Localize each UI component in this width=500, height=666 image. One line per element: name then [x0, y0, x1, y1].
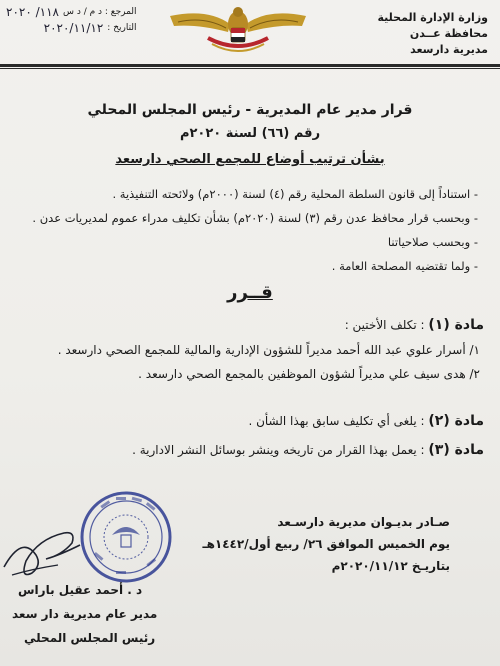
article-text: : يعمل بهذا القرار من تاريخه وينشر بوسائل النشر الادارية .: [132, 443, 425, 457]
article-1: [345, 317, 484, 333]
signatory-council: رئيس المجلس المحلي: [24, 631, 156, 645]
article-text: : يلغى أي تكليف سابق بهذا الشأن .: [248, 414, 425, 428]
reference-line: [6, 4, 137, 20]
issued-gregorian-date: بتاريـخ ٢٠٢٠/١١/١٢م: [331, 559, 450, 573]
date-line: [6, 20, 137, 36]
handwritten-signature-icon: [2, 515, 82, 585]
preamble-item: - ولما تقتضيه المصلحة العامة .: [331, 259, 478, 273]
letterhead-left: [6, 4, 137, 36]
decree-subject: بشأن ترتيب أوضاع للمجمع الصحي دارسعد: [115, 152, 385, 167]
article-text: : تكلف الأختين :: [344, 318, 425, 332]
article-2: [248, 413, 484, 429]
issued-place: صـادر بديـوان مديرية دارسـعد: [277, 515, 450, 529]
header-rule-thin: [0, 68, 500, 69]
date-value: ٢٠٢٠/١١/١٢: [43, 21, 104, 35]
ministry-name: وزارة الإدارة المحلية: [377, 11, 488, 24]
preamble-text: ولما تقتضيه المصلحة العامة .: [331, 259, 471, 273]
article-label: مادة (٣): [428, 442, 484, 458]
decree-number: رقم (٦٦) لسنة ٢٠٢٠م: [179, 126, 321, 141]
article-label: مادة (١): [428, 317, 484, 333]
article-label: مادة (٢): [428, 413, 484, 429]
letterhead-right: [378, 10, 488, 58]
article-3: [132, 442, 484, 458]
eagle-emblem-icon: [168, 2, 308, 58]
governorate-name: محافظة عــدن: [409, 27, 488, 40]
preamble-text: استناداً إلى قانون السلطة المحلية رقم (٤) لسنة (٢٠٠٠م) ولائحته التنفيذية .: [112, 187, 471, 201]
issued-hijri-date: يوم الخميس الموافق ٢٦/ ربيع أول/١٤٤٢هـ: [202, 537, 450, 551]
preamble-item: - استناداً إلى قانون السلطة المحلية رقم (٤) لسنة (٢٠٠٠م) ولائحته التنفيذية .: [112, 187, 478, 201]
assignment-item: ١/ أسرار علوي عبد الله أحمد مديراً للشؤون الإدارية والمالية للمجمع الصحي دارسعد .: [57, 343, 480, 357]
reference-label: المرجع : د م / د س: [62, 7, 137, 17]
official-stamp-icon: [78, 489, 174, 585]
preamble-item: - وبحسب صلاحياتنا: [387, 235, 478, 249]
preamble-text: وبحسب قرار محافظ عدن رقم (٣) لسنة (٢٠٢٠م) بشأن تكليف مدراء عموم لمديريات عدن .: [32, 211, 471, 225]
date-label: التاريخ :: [107, 23, 137, 33]
preamble-text: وبحسب صلاحياتنا: [387, 235, 471, 249]
header-rule: [0, 64, 500, 67]
preamble-item: - وبحسب قرار محافظ عدن رقم (٣) لسنة (٢٠٢٠م) بشأن تكليف مدراء عموم لمديريات عدن .: [32, 211, 478, 225]
assignment-item: ٢/ هدى سيف علي مديراً لشؤون الموظفين بالمجمع الصحي دارسعد .: [138, 367, 480, 381]
decree-title: قرار مدير عام المديرية - رئيس المجلس المحلي: [87, 102, 413, 118]
reference-value: ١١٨/ ٢٠٢٠: [6, 5, 59, 19]
decision-heading: قــرر: [227, 282, 273, 303]
signatory-name: د . أحمد عقيل باراس: [18, 583, 143, 597]
district-name: مديرية دارسعد: [410, 43, 488, 56]
signatory-position: مدير عام مديرية دار سعد: [12, 607, 158, 621]
